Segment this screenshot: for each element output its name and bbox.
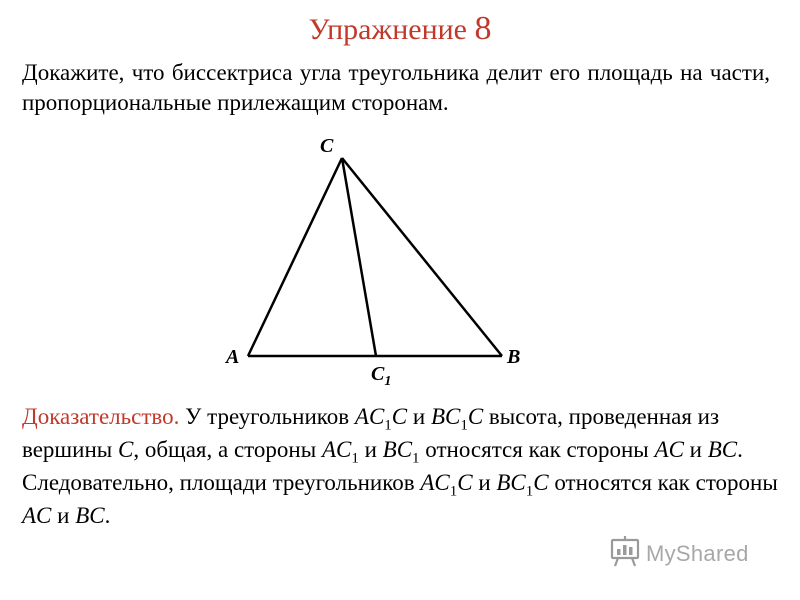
proof-text: У треугольников [179, 404, 355, 429]
proof-text: и [407, 404, 431, 429]
term: AC [654, 437, 684, 462]
label-c1 [371, 363, 391, 389]
label-c1-main: C [371, 363, 385, 385]
proof-text: и [358, 437, 383, 462]
label-b: B [507, 346, 521, 368]
title-text: Упражнение [308, 13, 475, 46]
side-cb [342, 158, 502, 356]
problem-statement: Докажите, что биссектриса угла треугольника делит его площадь на части, пропорциональные прилежащим сторонам. [22, 60, 770, 115]
term: BC [382, 437, 413, 462]
subscript: 1 [412, 450, 420, 467]
proof-text: , общая, а стороны [133, 437, 322, 462]
triangle-figure [0, 130, 800, 390]
subscript: 1 [384, 417, 392, 434]
proof-paragraph [22, 400, 782, 532]
label-a: A [226, 346, 240, 368]
subscript: 1 [351, 450, 359, 467]
label-c1-sub: 1 [384, 374, 392, 389]
subscript: 1 [460, 417, 468, 434]
term: C [457, 470, 473, 495]
side-ac [248, 158, 342, 356]
term: BC [430, 404, 461, 429]
proof-text: и [683, 437, 708, 462]
term: BC [707, 437, 738, 462]
subscript: 1 [449, 483, 458, 500]
term: C [533, 470, 549, 495]
term: AC [22, 503, 52, 528]
term: AC [420, 470, 450, 495]
proof-text: и [51, 503, 76, 528]
bisector-cc1 [342, 158, 376, 356]
term: AC [354, 404, 385, 429]
slide-title [0, 10, 800, 48]
term: C [391, 404, 408, 429]
term: BC [75, 503, 105, 528]
proof-heading: Доказательство. [22, 404, 180, 429]
term: C [117, 437, 134, 462]
watermark-logo [608, 536, 749, 572]
watermark-text: MyShared [646, 541, 749, 566]
term: BC [496, 470, 526, 495]
proof-text: относятся как стороны [419, 437, 655, 462]
proof-text: относятся как стороны [548, 470, 778, 495]
label-c: C [320, 135, 334, 157]
term: AC [321, 437, 352, 462]
subscript: 1 [525, 483, 534, 500]
presentation-board-icon [608, 534, 642, 574]
proof-text: . Следовательно, площади треугольников [22, 437, 743, 495]
title-number: 8 [474, 10, 492, 47]
proof-text: высота, проведенная из вершины [22, 404, 720, 462]
proof-text: . [104, 503, 111, 528]
proof-text: и [472, 470, 497, 495]
term: C [467, 404, 484, 429]
